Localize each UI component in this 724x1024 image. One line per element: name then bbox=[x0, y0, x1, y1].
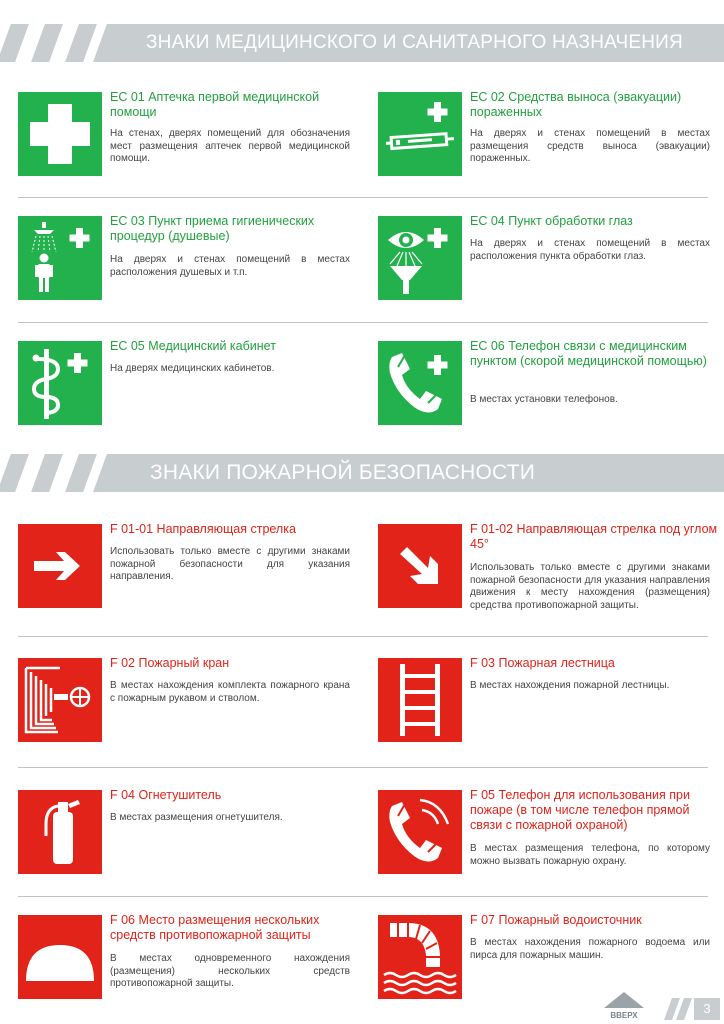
shower-icon bbox=[18, 216, 102, 300]
sign-title: F 01-02 Направляющая стрелка под углом 45° bbox=[470, 522, 718, 551]
sign-title: F 04 Огнетушитель bbox=[110, 788, 222, 802]
sign-title: F 07 Пожарный водоисточник bbox=[470, 913, 642, 927]
extinguisher-icon bbox=[18, 790, 102, 874]
sign-description: На дверях и стенах помещений в местах размещения средств выноса (эвакуации) пораженных. bbox=[470, 128, 710, 165]
arrow-diagonal-icon bbox=[378, 524, 462, 608]
sign-title: ЕС 01 Аптечка первой медицинской помощи bbox=[110, 90, 320, 119]
first-aid-cross-icon bbox=[18, 92, 102, 176]
sign-title: ЕС 06 Телефон связи с медицинским пунктом (скорой медицинской помощью) bbox=[470, 339, 707, 368]
sign-description: В местах установки телефонов. bbox=[470, 394, 618, 405]
section-banner-fire bbox=[0, 454, 724, 492]
divider bbox=[18, 896, 708, 897]
section-banner-medical bbox=[0, 24, 724, 62]
sign-description: На дверях и стенах помещений в местах расположения душевых и т.п. bbox=[110, 254, 350, 278]
svg-text:ВВЕРХ: ВВЕРХ bbox=[610, 1011, 638, 1020]
page-number: 3 bbox=[694, 998, 720, 1020]
sign-description: В местах нахождения комплекта пожарного крана с пожарным рукавом и стволом. bbox=[110, 680, 350, 704]
divider bbox=[18, 197, 708, 198]
section-title: ЗНАКИ МЕДИЦИНСКОГО И САНИТАРНОГО НАЗНАЧЕНИЯ bbox=[146, 32, 683, 53]
fire-hose-icon bbox=[18, 658, 102, 742]
sign-title: F 01-01 Направляющая стрелка bbox=[110, 522, 296, 536]
sign-description: В местах одновременного нахождения (размещения) нескольких средств противопожарной защиты. bbox=[110, 953, 350, 990]
brand-logo bbox=[600, 992, 648, 1020]
arrow-right-icon bbox=[18, 524, 102, 608]
phone-icon bbox=[378, 341, 462, 425]
ladder-icon bbox=[378, 658, 462, 742]
sign-title: F 03 Пожарная лестница bbox=[470, 656, 615, 670]
sign-description: В местах размещения телефона, по которому можно вызвать пожарную охрану. bbox=[470, 843, 710, 867]
sign-title: F 06 Место размещения нескольких средств противопожарной защиты bbox=[110, 913, 320, 942]
fire-phone-icon bbox=[378, 790, 462, 874]
caduceus-icon bbox=[18, 341, 102, 425]
stretcher-icon bbox=[378, 92, 462, 176]
sign-title: ЕС 05 Медицинский кабинет bbox=[110, 339, 276, 353]
section-title: ЗНАКИ ПОЖАРНОЙ БЕЗОПАСНОСТИ bbox=[150, 461, 536, 484]
sign-title: F 02 Пожарный кран bbox=[110, 656, 230, 670]
sign-description: На дверях и стенах помещений в местах расположения пункта обработки глаз. bbox=[470, 238, 710, 262]
sign-description: На дверях медицинских кабинетов. bbox=[110, 363, 275, 374]
sign-description: На стенах, дверях помещений для обозначения мест размещения аптечек первой медицинской помощи. bbox=[110, 128, 350, 165]
divider bbox=[18, 636, 708, 637]
sign-title: ЕС 03 Пункт приема гигиенических процедур (душевые) bbox=[110, 214, 315, 243]
sign-description: Использовать только вместе с другими знаками пожарной безопасности для указания направления. bbox=[110, 546, 350, 583]
divider bbox=[18, 322, 708, 323]
sign-description: В местах нахождения пожарного водоема или пирса для пожарных машин. bbox=[470, 937, 710, 961]
sign-description: В местах размещения огнетушителя. bbox=[110, 812, 283, 823]
sign-title: ЕС 04 Пункт обработки глаз bbox=[470, 214, 633, 228]
sign-description: В местах нахождения пожарной лестницы. bbox=[470, 680, 670, 691]
divider bbox=[18, 767, 708, 768]
dome-icon bbox=[18, 915, 102, 999]
water-source-icon bbox=[378, 915, 462, 999]
eye-wash-icon bbox=[378, 216, 462, 300]
sign-description: Использовать только вместе с другими знаками пожарной безопасности для указания направления движения к месту нахождения (размещения) средства противопожарной защиты. bbox=[470, 562, 710, 611]
sign-title: ЕС 02 Средства выноса (эвакуации) пораженных bbox=[470, 90, 682, 119]
sign-title: F 05 Телефон для использования при пожаре (в том числе телефон прямой связи с пожарной охраной) bbox=[470, 788, 690, 832]
